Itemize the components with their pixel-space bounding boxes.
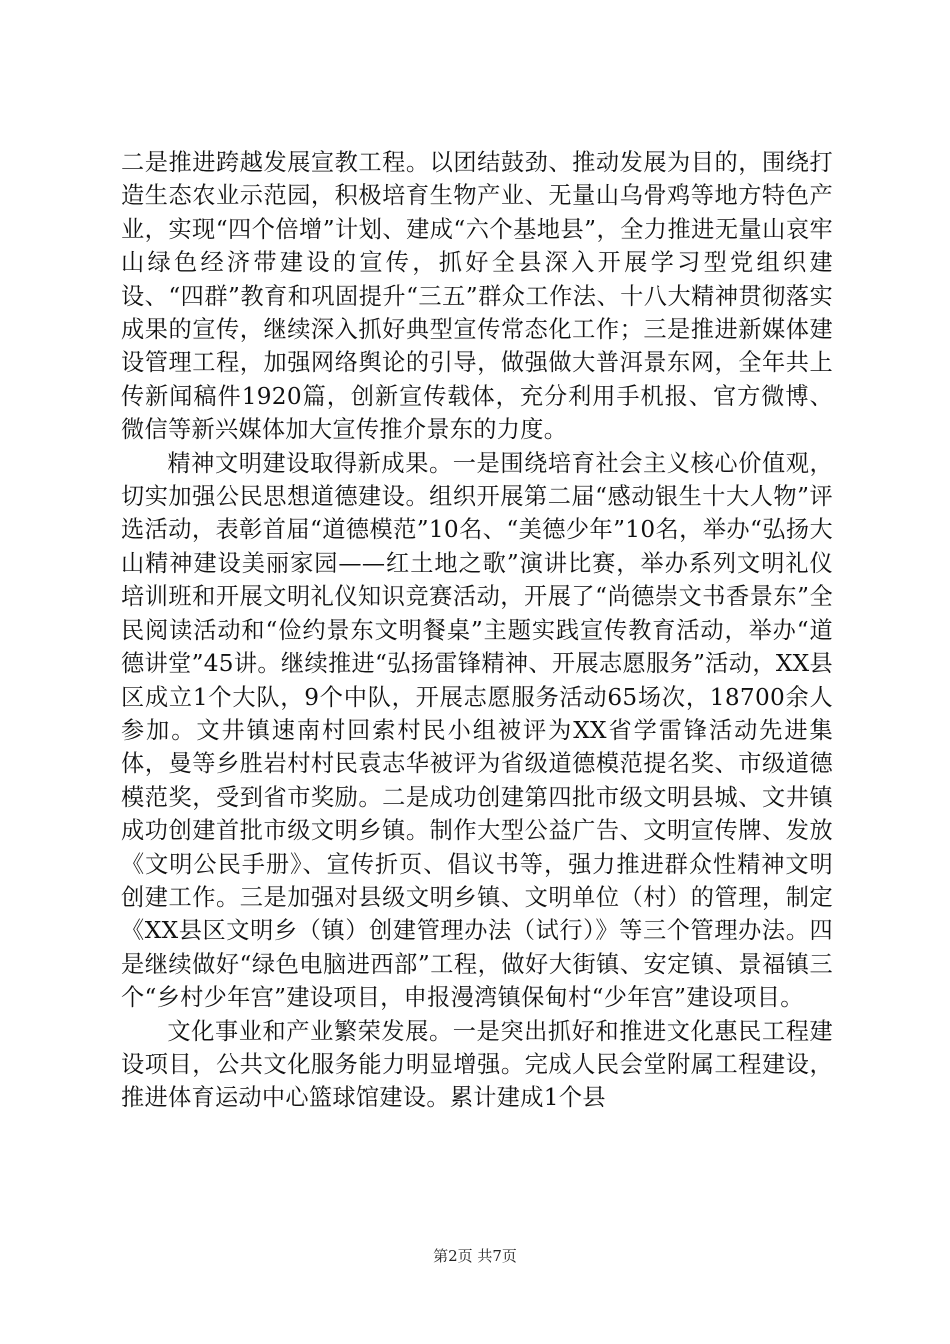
paragraph-propaganda-projects: 二是推进跨越发展宣教工程。以团结鼓劲、推动发展为目的，围绕打造生态农业示范园，积极培育生物产业、无量山乌骨鸡等地方特色产业，实现“四个倍增”计划、建成“六个基地县”，全力推进无量山哀牢山绿色经济带建设的宣传，抓好全县深入开展学习型党组织建设、“四群”教育和巩固提升“三五”群众工作法、十八大精神贯彻落实成果的宣传，继续深入抓好典型宣传常态化工作；三是推进新媒体建设管理工程，加强网络舆论的引导，做强做大普洱景东网，全年共上传新闻稿件1920篇，创新宣传载体，充分利用手机报、官方微博、微信等新兴媒体加大宣传推介景东的力度。 [121, 149, 833, 444]
paragraph-cultural-development: 文化事业和产业繁荣发展。一是突出抓好和推进文化惠民工程建设项目，公共文化服务能力明显增强。完成人民会堂附属工程建设，推进体育运动中心篮球馆建设。累计建成1个县 [121, 1017, 833, 1112]
page-number-footer: 第2页 共7页 [433, 1247, 517, 1265]
paragraph-spiritual-civilization: 精神文明建设取得新成果。一是围绕培育社会主义核心价值观，切实加强公民思想道德建设。组织开展第二届“感动银生十大人物”评选活动，表彰首届“道德模范”10名、“美德少年”10名，举办“弘扬大山精神建设美丽家园——红土地之歌”演讲比赛，举办系列文明礼仪培训班和开展文明礼仪知识竞赛活动，开展了“尚德崇文书香景东”全民阅读活动和“俭约景东文明餐桌”主题实践宣传教育活动，举办“道德讲堂”45讲。继续推进“弘扬雷锋精神、开展志愿服务”活动，XX县区成立1个大队，9个中队，开展志愿服务活动65场次，18700余人参加。文井镇速南村回索村民小组被评为XX省学雷锋活动先进集体，曼等乡胜岩村村民袁志华被评为省级道德模范提名奖、市级道德模范奖，受到省市奖励。二是成功创建第四批市级文明县城、文井镇成功创建首批市级文明乡镇。制作大型公益广告、文明宣传牌、发放《文明公民手册》、宣传折页、倡议书等，强力推进群众性精神文明创建工作。三是加强对县级文明乡镇、文明单位（村）的管理，制定《XX县区文明乡（镇）创建管理办法（试行）》等三个管理办法。四是继续做好“绿色电脑进西部”工程，做好大街镇、安定镇、景福镇三个“乡村少年宫”建设项目，申报漫湾镇保甸村“少年宫”建设项目。 [121, 449, 833, 1012]
document-body [121, 146, 833, 1115]
